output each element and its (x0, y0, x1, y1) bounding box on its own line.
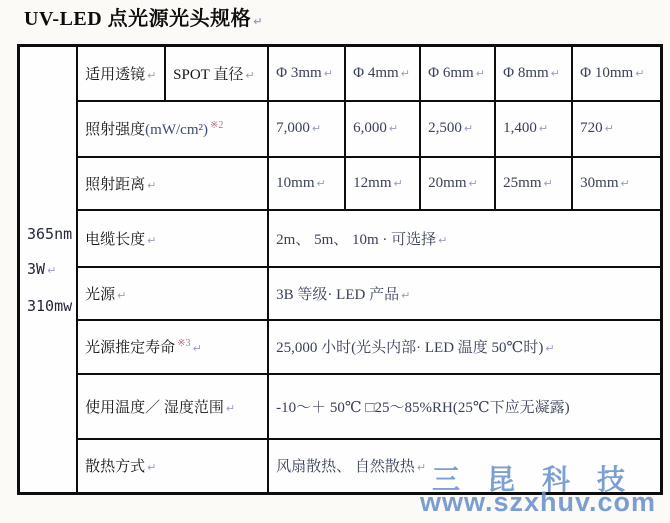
paragraph-mark: ↵ (475, 66, 485, 80)
paragraph-mark: ↵ (311, 122, 322, 135)
paragraph-mark: ↵ (538, 122, 549, 135)
paragraph-mark: ↵ (620, 176, 630, 190)
cell-distance-label: 照射距离 ↵ (77, 157, 268, 210)
cell-intensity-label: 照射强度(mW/cm²) $^{※2}$ (77, 101, 268, 157)
cell-source-label: 光源 ↵ (77, 267, 268, 320)
paragraph-mark: ↵ (635, 66, 645, 80)
page-title-text: UV-LED 点光源光头规格 (24, 8, 252, 30)
cell-cooling-label: 散热方式 ↵ (77, 439, 268, 494)
cell-cable-label: 电缆长度 ↵ (77, 210, 268, 267)
cell-intensity-4mm: 6,000 ↵ (345, 101, 420, 157)
page-title (24, 2, 263, 31)
cell-diameter-8mm: Φ 8mm ↵ (495, 46, 572, 101)
footnote-mark-3: ※3 (177, 338, 191, 349)
paragraph-mark: ↵ (117, 288, 127, 302)
cell-wavelength (19, 46, 78, 494)
cell-spot-diameter-label: SPOT 直径 ↵ (165, 46, 268, 101)
paragraph-mark: ↵ (253, 15, 263, 28)
wavelength-line-2: 3W ↵ (27, 259, 57, 278)
table-row-header (19, 46, 662, 101)
watermark-brand: 三 昆 科 技 (432, 465, 636, 496)
cell-intensity-10mm: 720 ↵ (572, 101, 661, 157)
table-row-source (19, 267, 662, 320)
paragraph-mark: ↵ (147, 178, 157, 192)
paragraph-mark: ↵ (400, 66, 410, 80)
paragraph-mark: ↵ (468, 176, 478, 190)
intensity-unit: (mW/cm²) (145, 122, 208, 138)
paragraph-mark: ↵ (225, 401, 236, 415)
paragraph-mark: ↵ (550, 66, 560, 80)
paragraph-mark: ↵ (192, 342, 202, 355)
paragraph-mark: ↵ (316, 176, 326, 190)
footnote-mark-2: ※2 (209, 120, 224, 131)
paragraph-mark: ↵ (543, 176, 553, 190)
cell-lens-label: 适用透镜 ↵ (77, 46, 165, 101)
table-row-distance (19, 157, 662, 210)
cell-intensity-6mm: 2,500 ↵ (420, 101, 495, 157)
wavelength-line-3: 310mw (27, 296, 73, 315)
cell-diameter-3mm: Φ 3mm ↵ (268, 46, 345, 101)
paragraph-mark: ↵ (147, 68, 157, 82)
cell-diameter-4mm: Φ 4mm ↵ (345, 46, 420, 101)
cell-lifetime-label: 光源推定寿命 $^{※3}$ ↵ (77, 320, 268, 374)
paragraph-mark: ↵ (393, 176, 403, 190)
cell-distance-10mm: 30mm ↵ (572, 157, 661, 210)
paragraph-mark: ↵ (388, 122, 399, 135)
cell-intensity-8mm: 1,400 ↵ (495, 101, 572, 157)
paragraph-mark: ↵ (604, 122, 614, 135)
paragraph-mark: ↵ (245, 68, 255, 82)
table-row-cable (19, 210, 662, 267)
paragraph-mark: ↵ (416, 461, 427, 475)
cell-temperature-value: -10～＋ 50℃ □25～85%RH(25℃下应无凝露) (268, 374, 661, 439)
cell-distance-8mm: 25mm ↵ (495, 157, 572, 210)
cell-lifetime-value: 25,000 小时(光头内部· LED 温度 50℃时) ↵ (268, 320, 661, 374)
table-row-lifetime (19, 320, 662, 374)
paragraph-mark: ↵ (438, 233, 448, 247)
cell-diameter-10mm: Φ 10mm ↵ (572, 46, 661, 101)
cell-distance-6mm: 20mm ↵ (420, 157, 495, 210)
watermark-url: www.szxhuv.com (420, 487, 657, 517)
cell-diameter-6mm: Φ 6mm ↵ (420, 46, 495, 101)
paragraph-mark: ↵ (147, 233, 157, 247)
cell-temperature-label: 使用温度／ 湿度范围 ↵ (77, 374, 268, 439)
table-row-temperature (19, 374, 662, 439)
cell-cooling-value: 风扇散热、 自然散热 ↵ (268, 439, 661, 494)
cell-cable-value: 2m、 5m、 10m · 可选择 ↵ (268, 210, 661, 267)
cell-distance-4mm: 12mm ↵ (345, 157, 420, 210)
paragraph-mark: ↵ (147, 461, 157, 475)
paragraph-mark: ↵ (545, 342, 555, 355)
wavelength-line-1: 365nm (27, 224, 73, 243)
cell-source-value: 3B 等级· LED 产品 ↵ (268, 267, 661, 320)
paragraph-mark: ↵ (463, 122, 474, 135)
spec-table (17, 44, 663, 495)
paragraph-mark: ↵ (323, 66, 333, 80)
paragraph-mark: ↵ (47, 263, 57, 277)
table-row-intensity (19, 101, 662, 157)
paragraph-mark: ↵ (401, 288, 411, 302)
cell-distance-3mm: 10mm ↵ (268, 157, 345, 210)
cell-intensity-3mm: 7,000 ↵ (268, 101, 345, 157)
